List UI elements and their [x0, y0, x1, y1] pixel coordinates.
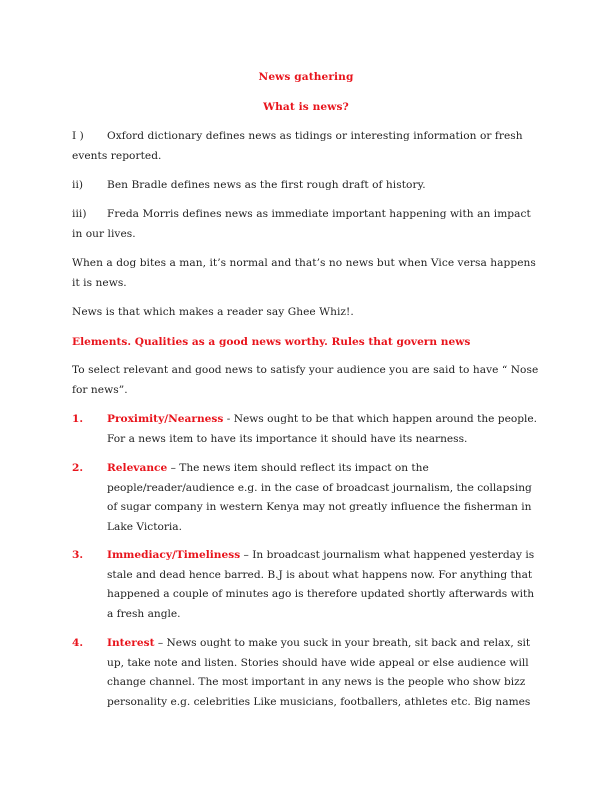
document-subtitle: What is news? [263, 101, 349, 113]
definition-label: ii) [72, 179, 84, 191]
element-line: a fresh angle. [107, 607, 181, 620]
element-line: For a news item to have its importance it should have its nearness. [107, 432, 468, 445]
paragraph-line: News is that which makes a reader say Ghee Whiz!. [72, 306, 354, 318]
definition-item [72, 176, 542, 196]
document-title: News gathering [258, 71, 354, 83]
intro-paragraph [72, 361, 542, 400]
body-paragraph [72, 254, 542, 293]
element-line: of sugar company in western Kenya may not greatly influence the fisherman in [107, 501, 532, 513]
element-line: happened a couple of minutes ago is therefore updated shortly afterwards with [107, 588, 535, 600]
element-line: change channel. The most important in any news is the people who show bizz [107, 676, 526, 688]
element-line: stale and dead hence barred. B.J is about what happens now. For anything that [107, 568, 533, 581]
term-separator: - [223, 413, 234, 425]
definition-text: Oxford dictionary defines news as tidings or interesting information or fresh [107, 130, 523, 142]
term-separator: – [167, 462, 180, 474]
list-number: 2. [72, 462, 84, 474]
definition-text: Ben Bradle defines news as the first rough draft of history. [107, 179, 426, 191]
definition-label: I ) [72, 130, 84, 142]
list-number: 3. [72, 549, 84, 561]
element-line: up, take note and listen. Stories should have wide appeal or else audience will [107, 656, 529, 669]
definition-label: iii) [72, 208, 87, 220]
element-line: News ought to make you suck in your breath, sit back and relax, sit [166, 637, 531, 649]
paragraph-line: it is news. [72, 276, 127, 289]
element-line: News ought to be that which happen around the people. [233, 413, 538, 425]
element-line: personality e.g. celebrities Like musicians, footballers, athletes etc. Big names [107, 695, 531, 708]
definition-item [72, 205, 542, 244]
element-term: Relevance [107, 462, 168, 474]
definition-continuation: in our lives. [72, 227, 136, 240]
paragraph-line: To select relevant and good news to satisfy your audience you are said to have “ Nose [72, 364, 539, 376]
paragraph-line: for news”. [72, 383, 128, 396]
section-title: Elements. Qualities as a good news worthy. Rules that govern news [72, 336, 471, 348]
term-separator: – [240, 549, 253, 561]
element-term: Immediacy/Timeliness [107, 549, 241, 561]
element-line: The news item should reflect its impact on the [179, 462, 429, 474]
list-number: 1. [72, 413, 84, 425]
definition-text: Freda Morris defines news as immediate important happening with an impact [107, 208, 531, 220]
element-term: Interest [107, 637, 155, 649]
definition-item [72, 127, 542, 166]
term-separator: – [154, 637, 167, 649]
element-line: In broadcast journalism what happened yesterday is [252, 549, 535, 561]
element-line: Lake Victoria. [107, 520, 182, 533]
body-paragraph [72, 303, 542, 323]
paragraph-line: When a dog bites a man, it’s normal and that’s no news but when Vice versa happens [72, 257, 536, 269]
element-line: people/reader/audience e.g. in the case of broadcast journalism, the collapsing [107, 481, 532, 494]
definition-continuation: events reported. [72, 149, 162, 162]
element-term: Proximity/Nearness [107, 413, 224, 425]
list-number: 4. [72, 637, 84, 649]
